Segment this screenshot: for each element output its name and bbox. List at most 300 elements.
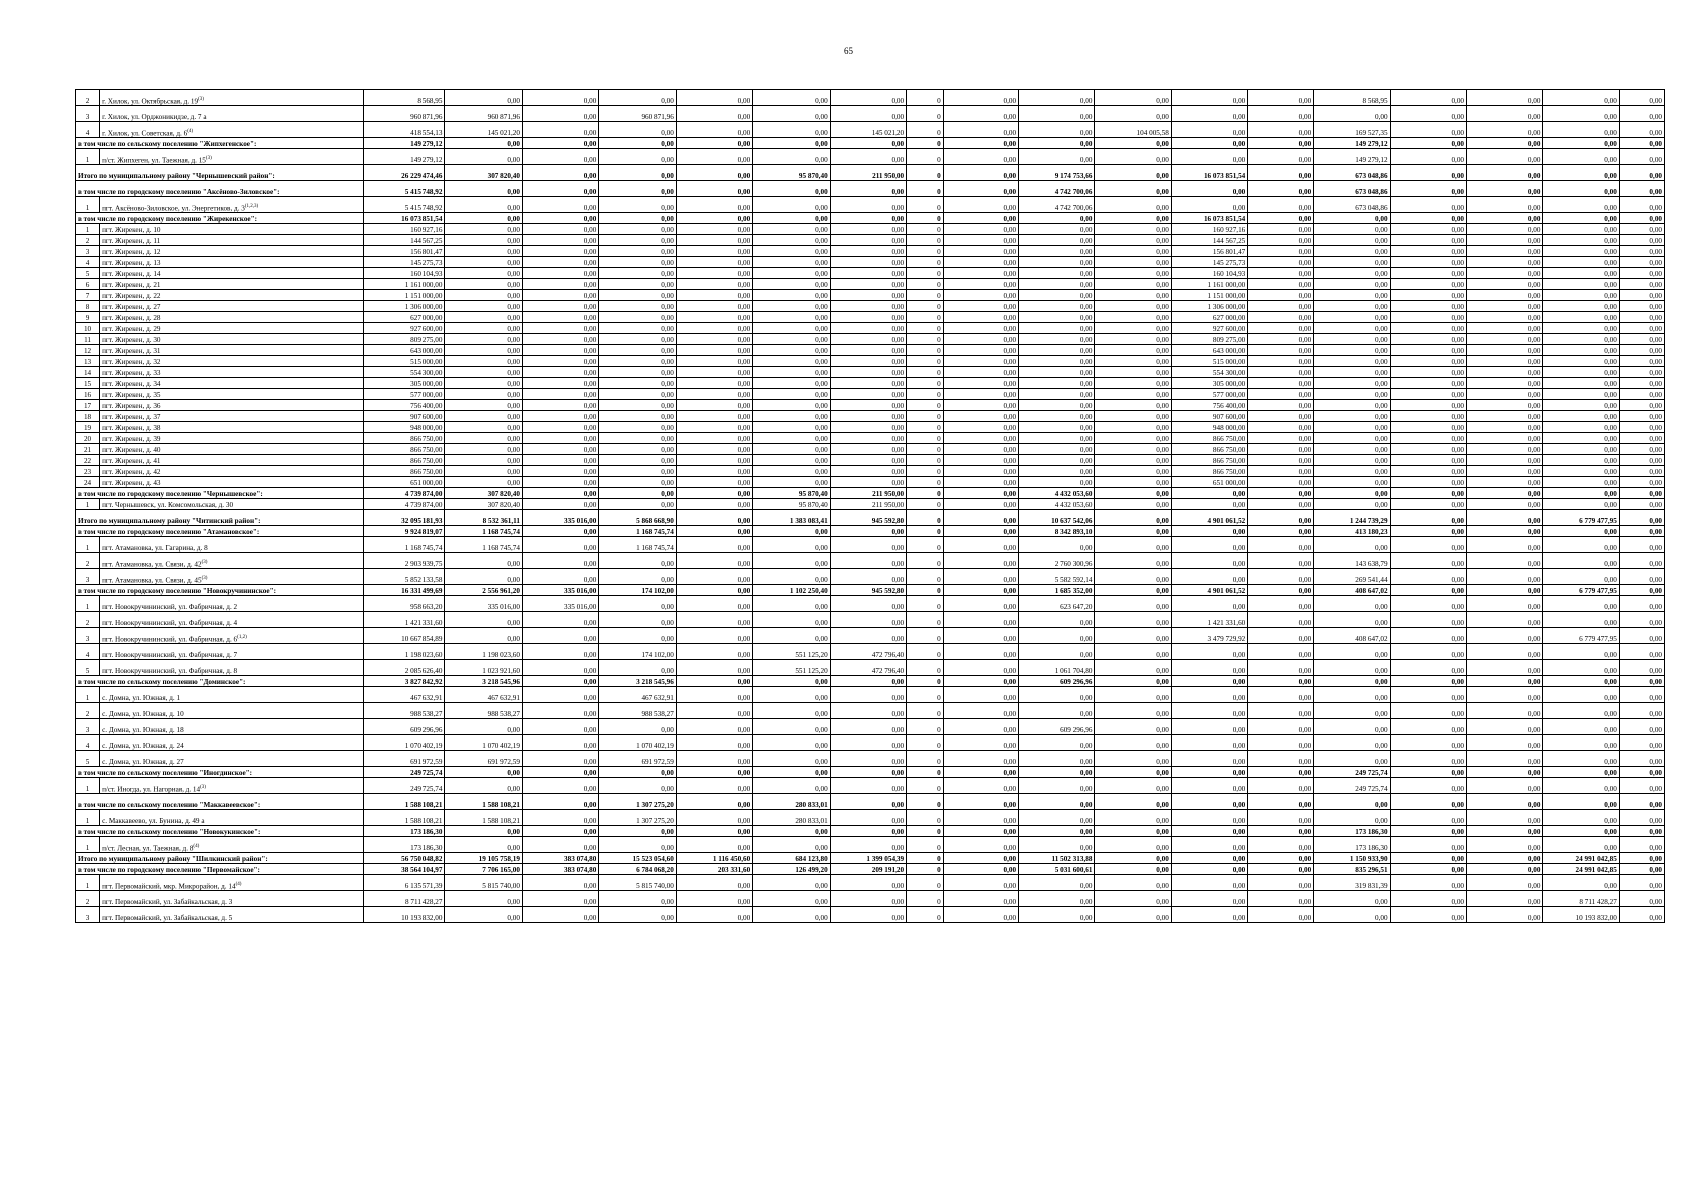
value-cell: 0,00 bbox=[522, 875, 598, 891]
address-text: г. Хилок, ул. Орджоникидзе, д. 7 а bbox=[102, 113, 207, 121]
value-cell: 0,00 bbox=[943, 751, 1018, 767]
value-cell: 0,00 bbox=[1314, 444, 1390, 455]
value-cell: 0 bbox=[907, 891, 944, 907]
value-cell: 149 279,12 bbox=[363, 138, 445, 149]
value-cell: 8 532 361,11 bbox=[445, 510, 522, 526]
footnote-marker: (4) bbox=[235, 881, 242, 887]
value-cell: 0,00 bbox=[599, 569, 676, 585]
value-cell: 0,00 bbox=[599, 826, 676, 837]
value-cell: 0,00 bbox=[1248, 323, 1314, 334]
value-cell: 0,00 bbox=[1467, 875, 1543, 891]
value-cell: 0,00 bbox=[522, 444, 598, 455]
value-cell: 0,00 bbox=[1095, 499, 1171, 510]
value-cell: 0,00 bbox=[1390, 553, 1466, 569]
value-cell: 0,00 bbox=[1314, 477, 1390, 488]
value-cell: 0,00 bbox=[1390, 612, 1466, 628]
value-cell: 554 300,00 bbox=[1171, 367, 1247, 378]
value-cell: 0,00 bbox=[943, 676, 1018, 687]
value-cell: 0,00 bbox=[1019, 778, 1095, 794]
value-cell: 0,00 bbox=[1019, 907, 1095, 923]
value-cell: 0,00 bbox=[1467, 891, 1543, 907]
value-cell: 0,00 bbox=[522, 644, 598, 660]
value-cell: 0,00 bbox=[753, 356, 830, 367]
value-cell: 4 901 061,52 bbox=[1171, 585, 1247, 596]
value-cell: 0,00 bbox=[1248, 213, 1314, 224]
value-cell: 0,00 bbox=[1390, 499, 1466, 510]
value-cell: 0,00 bbox=[522, 794, 598, 810]
value-cell: 0,00 bbox=[1171, 907, 1247, 923]
value-cell: 0,00 bbox=[1019, 466, 1095, 477]
value-cell: 0,00 bbox=[522, 433, 598, 444]
value-cell: 0,00 bbox=[1543, 719, 1619, 735]
value-cell: 0,00 bbox=[1248, 246, 1314, 257]
value-cell: 0,00 bbox=[1619, 891, 1664, 907]
value-cell: 0,00 bbox=[1248, 837, 1314, 853]
row-number: 1 bbox=[76, 810, 100, 826]
value-cell: 0,00 bbox=[1248, 433, 1314, 444]
value-cell: 0,00 bbox=[522, 389, 598, 400]
value-cell: 0,00 bbox=[1390, 444, 1466, 455]
value-cell: 0,00 bbox=[1019, 345, 1095, 356]
value-cell: 0,00 bbox=[1171, 660, 1247, 676]
address-text: с. Домна, ул. Южная, д. 24 bbox=[102, 742, 184, 750]
value-cell: 0,00 bbox=[445, 767, 522, 778]
value-cell: 0,00 bbox=[1619, 466, 1664, 477]
value-cell: 0,00 bbox=[1619, 301, 1664, 312]
value-cell: 0,00 bbox=[522, 356, 598, 367]
address-cell bbox=[100, 810, 364, 826]
value-cell: 0,00 bbox=[1619, 400, 1664, 411]
value-cell: 0 bbox=[907, 719, 944, 735]
value-cell: 0,00 bbox=[676, 455, 752, 466]
value-cell: 0,00 bbox=[1171, 644, 1247, 660]
value-cell: 0,00 bbox=[1390, 875, 1466, 891]
value-cell: 0,00 bbox=[1543, 268, 1619, 279]
section-total-row bbox=[76, 138, 1665, 149]
value-cell: 866 750,00 bbox=[1171, 466, 1247, 477]
value-cell: 0,00 bbox=[1619, 826, 1664, 837]
value-cell: 0 bbox=[907, 323, 944, 334]
value-cell: 0,00 bbox=[1467, 719, 1543, 735]
value-cell: 32 095 181,93 bbox=[363, 510, 445, 526]
value-cell: 948 000,00 bbox=[363, 422, 445, 433]
value-cell: 0,00 bbox=[1543, 334, 1619, 345]
value-cell: 2 760 300,96 bbox=[1019, 553, 1095, 569]
value-cell: 0,00 bbox=[1248, 149, 1314, 165]
value-cell: 0 bbox=[907, 90, 944, 106]
value-cell: 0,00 bbox=[753, 213, 830, 224]
value-cell: 0,00 bbox=[830, 907, 906, 923]
value-cell: 0,00 bbox=[1467, 585, 1543, 596]
address-cell bbox=[100, 323, 364, 334]
value-cell: 10 667 854,89 bbox=[363, 628, 445, 644]
value-cell: 0,00 bbox=[676, 323, 752, 334]
value-cell: 160 927,16 bbox=[363, 224, 445, 235]
value-cell: 0,00 bbox=[1467, 526, 1543, 537]
value-cell: 0,00 bbox=[830, 794, 906, 810]
value-cell: 280 833,01 bbox=[753, 794, 830, 810]
value-cell: 0,00 bbox=[445, 290, 522, 301]
value-cell: 0,00 bbox=[1467, 488, 1543, 499]
value-cell: 0,00 bbox=[830, 477, 906, 488]
value-cell: 0,00 bbox=[676, 794, 752, 810]
value-cell: 0,00 bbox=[1467, 735, 1543, 751]
value-cell: 0,00 bbox=[1467, 767, 1543, 778]
address-cell bbox=[100, 891, 364, 907]
value-cell: 1 168 745,74 bbox=[599, 526, 676, 537]
value-cell: 0,00 bbox=[522, 466, 598, 477]
value-cell: 0,00 bbox=[1019, 378, 1095, 389]
value-cell: 0,00 bbox=[1390, 537, 1466, 553]
value-cell: 0,00 bbox=[1543, 488, 1619, 499]
value-cell: 0 bbox=[907, 510, 944, 526]
value-cell: 0,00 bbox=[522, 345, 598, 356]
value-cell: 0,00 bbox=[445, 422, 522, 433]
value-cell: 6 779 477,95 bbox=[1543, 510, 1619, 526]
value-cell: 0,00 bbox=[753, 687, 830, 703]
value-cell: 0,00 bbox=[830, 389, 906, 400]
value-cell: 0,00 bbox=[1619, 778, 1664, 794]
value-cell: 4 432 053,60 bbox=[1019, 499, 1095, 510]
value-cell: 0,00 bbox=[1619, 537, 1664, 553]
value-cell: 0,00 bbox=[1467, 165, 1543, 181]
table-row bbox=[76, 628, 1665, 644]
address-text: пгт. Жирекен, д. 40 bbox=[102, 446, 161, 454]
value-cell: 0,00 bbox=[753, 378, 830, 389]
value-cell: 26 229 474,46 bbox=[363, 165, 445, 181]
value-cell: 5 852 133,58 bbox=[363, 569, 445, 585]
table-row bbox=[76, 224, 1665, 235]
value-cell: 0,00 bbox=[943, 268, 1018, 279]
value-cell: 0,00 bbox=[1095, 864, 1171, 875]
value-cell: 0,00 bbox=[830, 569, 906, 585]
address-text: пгт. Жирекен, д. 13 bbox=[102, 259, 161, 267]
value-cell: 0,00 bbox=[1171, 138, 1247, 149]
value-cell: 0,00 bbox=[676, 444, 752, 455]
value-cell: 0,00 bbox=[522, 290, 598, 301]
value-cell: 0,00 bbox=[445, 345, 522, 356]
value-cell: 0,00 bbox=[522, 751, 598, 767]
address-text: пгт. Жирекен, д. 21 bbox=[102, 281, 161, 289]
value-cell: 0,00 bbox=[1248, 334, 1314, 345]
value-cell: 0,00 bbox=[522, 660, 598, 676]
value-cell: 408 647,02 bbox=[1314, 628, 1390, 644]
table-row bbox=[76, 367, 1665, 378]
value-cell: 0,00 bbox=[676, 628, 752, 644]
value-cell: 1 588 108,21 bbox=[445, 794, 522, 810]
value-cell: 0,00 bbox=[1095, 455, 1171, 466]
address-cell bbox=[100, 751, 364, 767]
value-cell: 0,00 bbox=[1019, 257, 1095, 268]
value-cell: 0,00 bbox=[830, 149, 906, 165]
value-cell: 0,00 bbox=[1248, 569, 1314, 585]
address-text: пгт. Аксёново-Зиловское, ул. Энергетиков, д. 3 bbox=[102, 204, 245, 212]
value-cell: 0,00 bbox=[1467, 246, 1543, 257]
table-row bbox=[76, 422, 1665, 433]
value-cell: 0 bbox=[907, 864, 944, 875]
section-total-row bbox=[76, 165, 1665, 181]
value-cell: 0,00 bbox=[1619, 853, 1664, 864]
table-row bbox=[76, 400, 1665, 411]
value-cell: 0,00 bbox=[943, 510, 1018, 526]
value-cell: 269 541,44 bbox=[1314, 569, 1390, 585]
value-cell: 0,00 bbox=[1619, 676, 1664, 687]
value-cell: 0,00 bbox=[1619, 875, 1664, 891]
value-cell: 0,00 bbox=[1543, 246, 1619, 257]
value-cell: 0,00 bbox=[1390, 433, 1466, 444]
row-number: 8 bbox=[76, 301, 100, 312]
value-cell: 0,00 bbox=[1171, 853, 1247, 864]
value-cell: 0,00 bbox=[1248, 356, 1314, 367]
value-cell: 0,00 bbox=[1619, 455, 1664, 466]
value-cell: 0,00 bbox=[1248, 864, 1314, 875]
value-cell: 0,00 bbox=[1390, 197, 1466, 213]
value-cell: 866 750,00 bbox=[1171, 444, 1247, 455]
value-cell: 0,00 bbox=[676, 138, 752, 149]
value-cell: 2 085 626,40 bbox=[363, 660, 445, 676]
value-cell: 307 820,40 bbox=[445, 499, 522, 510]
value-cell: 0,00 bbox=[1019, 837, 1095, 853]
value-cell: 0,00 bbox=[1467, 553, 1543, 569]
value-cell: 0,00 bbox=[753, 90, 830, 106]
table-row bbox=[76, 455, 1665, 466]
value-cell: 0,00 bbox=[599, 411, 676, 422]
value-cell: 0,00 bbox=[1314, 422, 1390, 433]
value-cell: 0,00 bbox=[1095, 837, 1171, 853]
value-cell: 0,00 bbox=[1248, 106, 1314, 122]
value-cell: 0,00 bbox=[445, 455, 522, 466]
value-cell: 249 725,74 bbox=[363, 778, 445, 794]
value-cell: 0,00 bbox=[445, 826, 522, 837]
section-title: Итого по муниципальному району "Читинский район": bbox=[76, 510, 364, 526]
address-text: пгт. Жирекен, д. 33 bbox=[102, 369, 161, 377]
value-cell: 0,00 bbox=[1619, 411, 1664, 422]
value-cell: 960 871,96 bbox=[363, 106, 445, 122]
value-cell: 0,00 bbox=[1248, 389, 1314, 400]
value-cell: 0,00 bbox=[943, 537, 1018, 553]
row-number: 1 bbox=[76, 197, 100, 213]
address-text: пгт. Первомайский, мкр. Микрорайон, д. 14 bbox=[102, 882, 236, 890]
value-cell: 0,00 bbox=[1314, 356, 1390, 367]
value-cell: 0,00 bbox=[1467, 235, 1543, 246]
value-cell: 0,00 bbox=[1543, 477, 1619, 488]
value-cell: 15 523 054,60 bbox=[599, 853, 676, 864]
value-cell: 1 244 739,29 bbox=[1314, 510, 1390, 526]
value-cell: 0,00 bbox=[1171, 864, 1247, 875]
section-title: Итого по муниципальному району "Шилкинский район": bbox=[76, 853, 364, 864]
section-title: в том числе по сельскому поселению "Жипхегенское": bbox=[76, 138, 364, 149]
value-cell: 1 306 000,00 bbox=[1171, 301, 1247, 312]
address-cell bbox=[100, 444, 364, 455]
row-number: 11 bbox=[76, 334, 100, 345]
value-cell: 0,00 bbox=[522, 477, 598, 488]
value-cell: 0,00 bbox=[1619, 526, 1664, 537]
table-row bbox=[76, 433, 1665, 444]
value-cell: 0,00 bbox=[1095, 312, 1171, 323]
address-cell bbox=[100, 628, 364, 644]
value-cell: 0,00 bbox=[830, 334, 906, 345]
value-cell: 0,00 bbox=[1619, 433, 1664, 444]
value-cell: 0,00 bbox=[1248, 378, 1314, 389]
value-cell: 0,00 bbox=[1248, 810, 1314, 826]
value-cell: 0,00 bbox=[1314, 751, 1390, 767]
row-number: 4 bbox=[76, 257, 100, 268]
value-cell: 577 000,00 bbox=[1171, 389, 1247, 400]
value-cell: 0,00 bbox=[1019, 301, 1095, 312]
value-cell: 0,00 bbox=[1467, 477, 1543, 488]
address-text: пгт. Жирекен, д. 12 bbox=[102, 248, 161, 256]
value-cell: 0,00 bbox=[1171, 569, 1247, 585]
section-title: в том числе по сельскому поселению "Доминское": bbox=[76, 676, 364, 687]
value-cell: 0,00 bbox=[1171, 826, 1247, 837]
section-title: в том числе по городскому поселению "Чернышевское": bbox=[76, 488, 364, 499]
value-cell: 9 924 819,07 bbox=[363, 526, 445, 537]
value-cell: 0,00 bbox=[522, 149, 598, 165]
value-cell: 0,00 bbox=[1019, 389, 1095, 400]
value-cell: 0,00 bbox=[1543, 676, 1619, 687]
value-cell: 0,00 bbox=[522, 907, 598, 923]
value-cell: 0,00 bbox=[1467, 213, 1543, 224]
value-cell: 0,00 bbox=[753, 323, 830, 334]
section-total-row bbox=[76, 767, 1665, 778]
row-number: 12 bbox=[76, 345, 100, 356]
value-cell: 0 bbox=[907, 257, 944, 268]
value-cell: 0,00 bbox=[1248, 537, 1314, 553]
value-cell: 0,00 bbox=[445, 149, 522, 165]
value-cell: 0,00 bbox=[445, 477, 522, 488]
address-text: пгт. Жирекен, д. 14 bbox=[102, 270, 161, 278]
value-cell: 0,00 bbox=[1171, 106, 1247, 122]
value-cell: 0,00 bbox=[1171, 687, 1247, 703]
value-cell: 0,00 bbox=[1019, 444, 1095, 455]
value-cell: 0,00 bbox=[1019, 455, 1095, 466]
value-cell: 0,00 bbox=[753, 279, 830, 290]
value-cell: 145 021,20 bbox=[445, 122, 522, 138]
value-cell: 0,00 bbox=[522, 687, 598, 703]
value-cell: 0,00 bbox=[1619, 510, 1664, 526]
value-cell: 0,00 bbox=[522, 422, 598, 433]
value-cell: 0,00 bbox=[1019, 106, 1095, 122]
value-cell: 0,00 bbox=[1095, 488, 1171, 499]
value-cell: 0,00 bbox=[753, 312, 830, 323]
value-cell: 1 061 704,80 bbox=[1019, 660, 1095, 676]
value-cell: 149 279,12 bbox=[1314, 138, 1390, 149]
value-cell: 0,00 bbox=[1543, 90, 1619, 106]
section-total-row bbox=[76, 826, 1665, 837]
row-number: 20 bbox=[76, 433, 100, 444]
value-cell: 0,00 bbox=[943, 235, 1018, 246]
value-cell: 0,00 bbox=[676, 553, 752, 569]
value-cell: 0,00 bbox=[1619, 553, 1664, 569]
value-cell: 0,00 bbox=[830, 400, 906, 411]
address-text: пгт. Жирекен, д. 22 bbox=[102, 292, 161, 300]
row-number: 3 bbox=[76, 569, 100, 585]
value-cell: 0,00 bbox=[830, 224, 906, 235]
value-cell: 0,00 bbox=[445, 907, 522, 923]
row-number: 1 bbox=[76, 149, 100, 165]
value-cell: 0,00 bbox=[445, 612, 522, 628]
value-cell: 16 073 851,54 bbox=[1171, 213, 1247, 224]
value-cell: 0,00 bbox=[830, 778, 906, 794]
address-cell bbox=[100, 197, 364, 213]
value-cell: 0,00 bbox=[1467, 422, 1543, 433]
value-cell: 0,00 bbox=[1248, 312, 1314, 323]
section-title: в том числе по городскому поселению "Аксёново-Зиловское": bbox=[76, 181, 364, 197]
value-cell: 0 bbox=[907, 810, 944, 826]
value-cell: 0 bbox=[907, 644, 944, 660]
table-row bbox=[76, 345, 1665, 356]
value-cell: 0,00 bbox=[599, 323, 676, 334]
value-cell: 0,00 bbox=[1314, 907, 1390, 923]
row-number: 6 bbox=[76, 279, 100, 290]
value-cell: 0,00 bbox=[753, 526, 830, 537]
value-cell: 0,00 bbox=[1019, 537, 1095, 553]
value-cell: 554 300,00 bbox=[363, 367, 445, 378]
value-cell: 0,00 bbox=[1543, 837, 1619, 853]
address-cell bbox=[100, 149, 364, 165]
value-cell: 0,00 bbox=[1314, 235, 1390, 246]
value-cell: 0,00 bbox=[1314, 891, 1390, 907]
value-cell: 0,00 bbox=[830, 411, 906, 422]
value-cell: 0 bbox=[907, 422, 944, 433]
value-cell: 0,00 bbox=[522, 268, 598, 279]
value-cell: 0,00 bbox=[1019, 628, 1095, 644]
value-cell: 335 016,00 bbox=[522, 585, 598, 596]
value-cell: 0,00 bbox=[599, 400, 676, 411]
value-cell: 0,00 bbox=[599, 444, 676, 455]
table-row bbox=[76, 837, 1665, 853]
value-cell: 0,00 bbox=[522, 181, 598, 197]
section-title: в том числе по городскому поселению "Атамановское": bbox=[76, 526, 364, 537]
value-cell: 0,00 bbox=[830, 837, 906, 853]
value-cell: 0,00 bbox=[1543, 213, 1619, 224]
value-cell: 0,00 bbox=[1619, 235, 1664, 246]
value-cell: 0,00 bbox=[1171, 767, 1247, 778]
row-number: 1 bbox=[76, 596, 100, 612]
value-cell: 209 191,20 bbox=[830, 864, 906, 875]
value-cell: 0,00 bbox=[1390, 891, 1466, 907]
value-cell: 1 421 331,60 bbox=[1171, 612, 1247, 628]
address-cell bbox=[100, 455, 364, 466]
value-cell: 0,00 bbox=[676, 612, 752, 628]
address-text: с. Домна, ул. Южная, д. 27 bbox=[102, 758, 184, 766]
value-cell: 0,00 bbox=[1314, 455, 1390, 466]
value-cell: 0,00 bbox=[943, 334, 1018, 345]
address-text: пгт. Атамановка, ул. Гагарина, д. 8 bbox=[102, 544, 208, 552]
table-row bbox=[76, 596, 1665, 612]
table-row bbox=[76, 197, 1665, 213]
value-cell: 0,00 bbox=[1390, 257, 1466, 268]
address-text: с. Домна, ул. Южная, д. 18 bbox=[102, 726, 184, 734]
value-cell: 0,00 bbox=[830, 345, 906, 356]
value-cell: 0,00 bbox=[1467, 268, 1543, 279]
value-cell: 0,00 bbox=[943, 197, 1018, 213]
value-cell: 0,00 bbox=[599, 719, 676, 735]
value-cell: 0,00 bbox=[1171, 891, 1247, 907]
value-cell: 0 bbox=[907, 569, 944, 585]
value-cell: 0,00 bbox=[445, 197, 522, 213]
value-cell: 0,00 bbox=[1390, 778, 1466, 794]
value-cell: 0,00 bbox=[1619, 488, 1664, 499]
value-cell: 643 000,00 bbox=[363, 345, 445, 356]
value-cell: 0,00 bbox=[1390, 279, 1466, 290]
value-cell: 0,00 bbox=[522, 837, 598, 853]
value-cell: 0,00 bbox=[753, 875, 830, 891]
row-number: 1 bbox=[76, 499, 100, 510]
value-cell: 0,00 bbox=[1543, 356, 1619, 367]
value-cell: 0,00 bbox=[1390, 122, 1466, 138]
value-cell: 0,00 bbox=[1314, 334, 1390, 345]
